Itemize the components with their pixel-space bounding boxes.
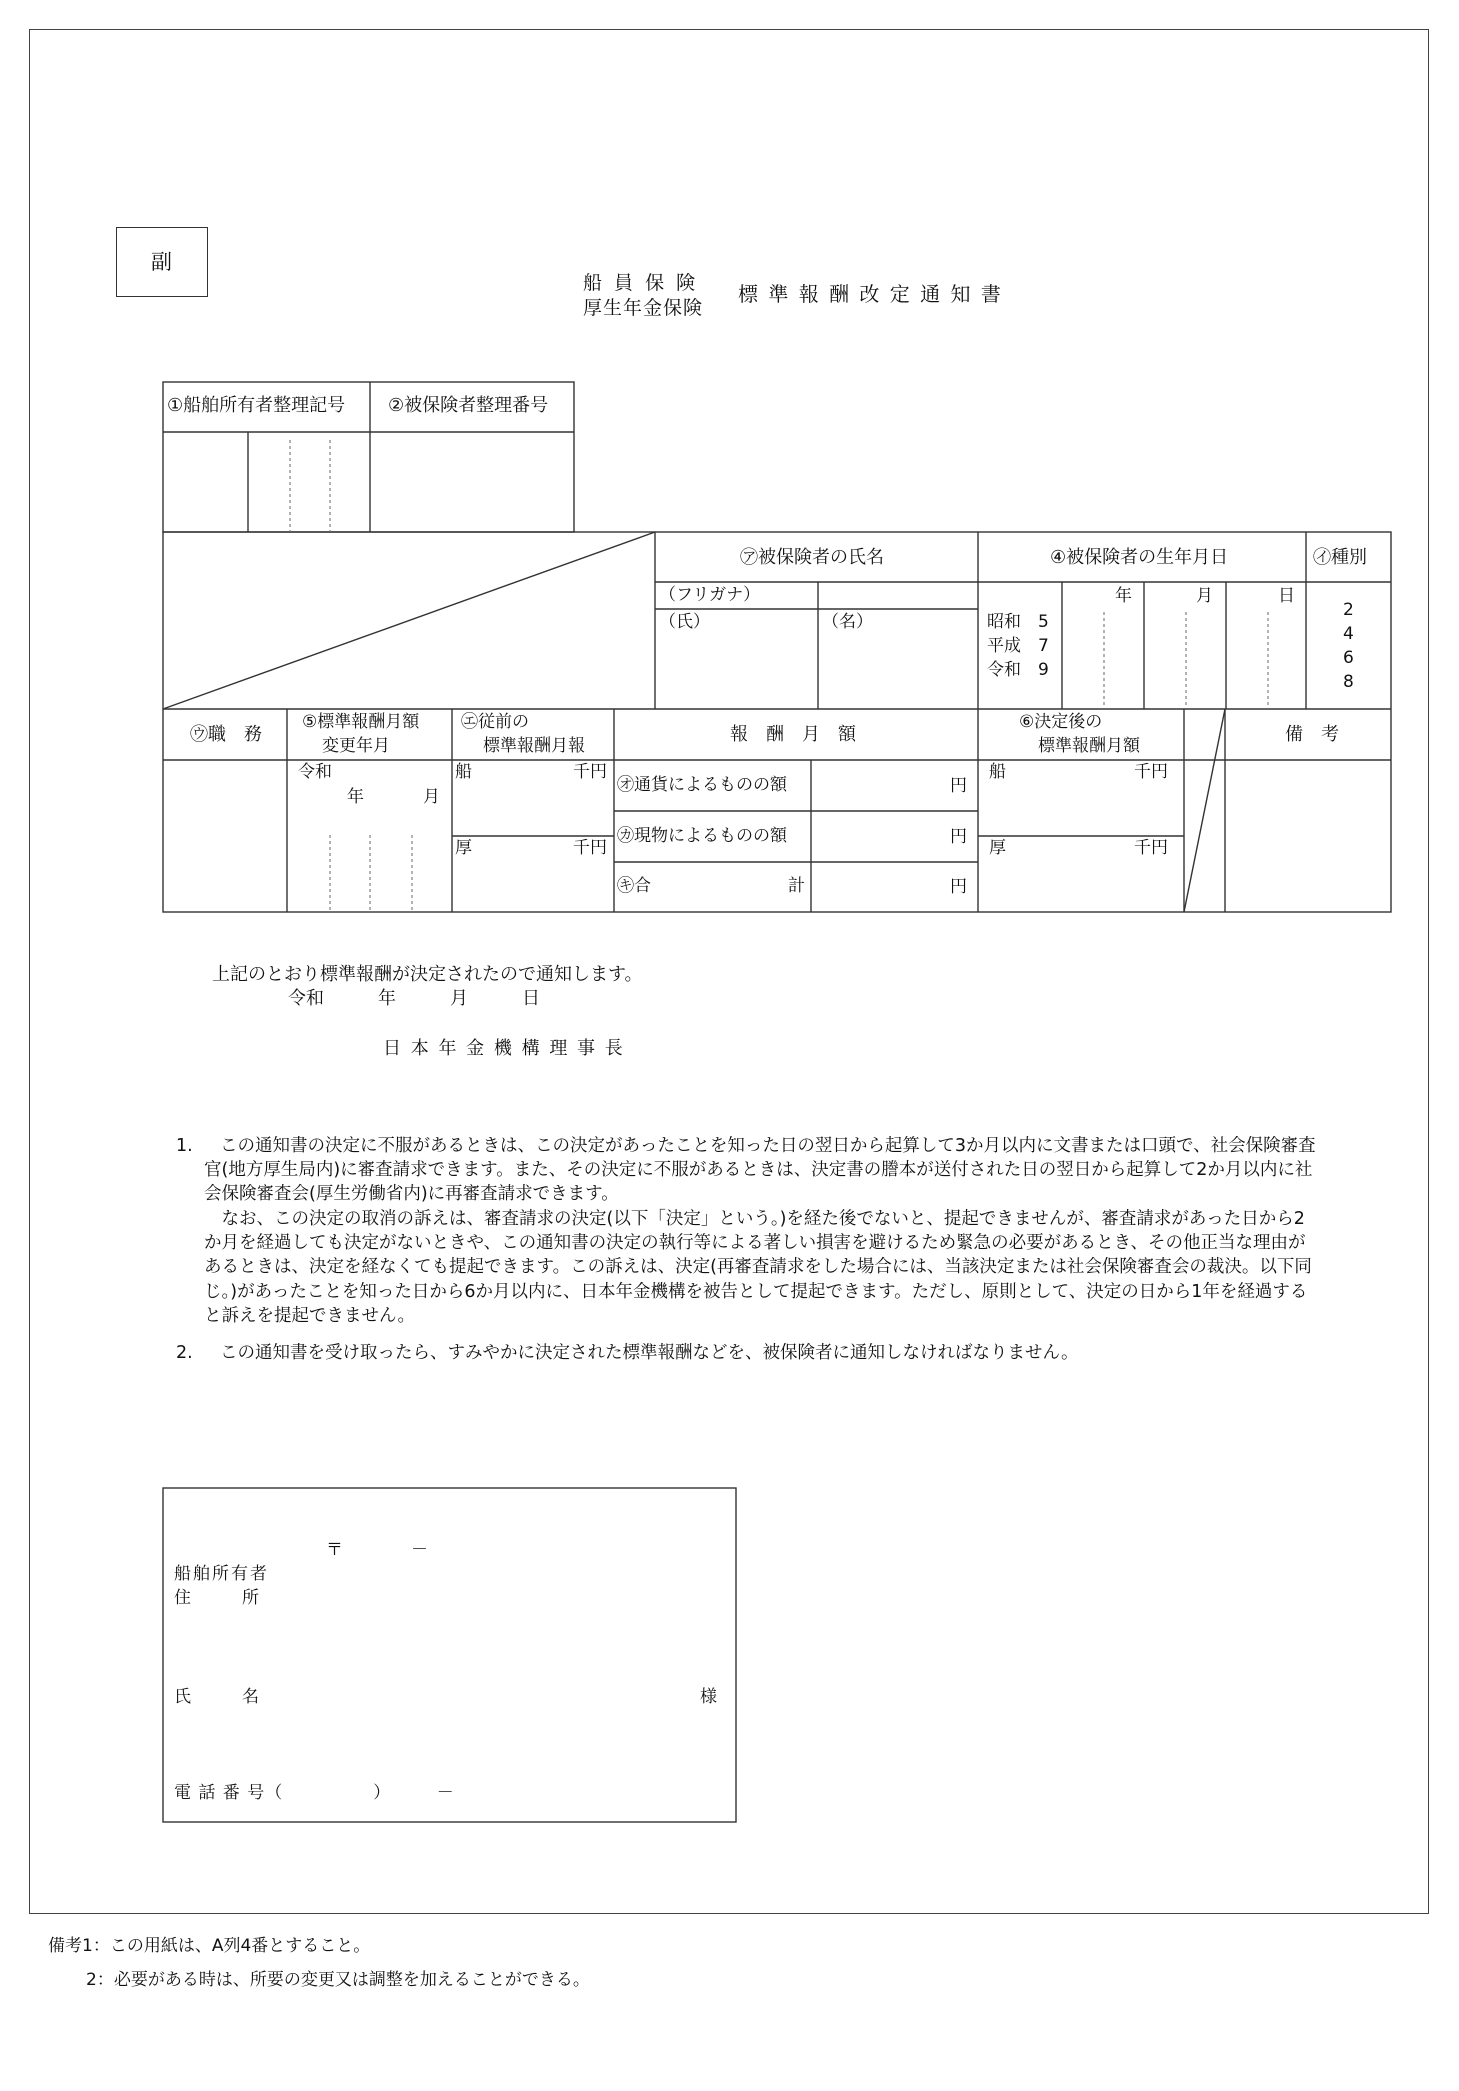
prev-amount-header-1: ㋓従前の: [461, 712, 529, 732]
remarks-header: 備 考: [1285, 724, 1339, 745]
title-line1: 船 員 保 険: [583, 272, 699, 294]
note-1-line: じ。)があったことを知った日から6か月以内に、日本年金機構を被告として提起できます。ただし、原則として、決定の日から1年を経過する: [204, 1282, 1308, 1302]
note-1-line: 官(地方厚生局内)に審査請求できます。また、その決定に不服があるときは、決定書の謄本が送付された日の翌日から起算して2か月以内に社: [204, 1160, 1313, 1180]
after-amount-header-2: 標準報酬月額: [1038, 736, 1140, 756]
phone-label: 電 話 番 号（ ） －: [174, 1783, 455, 1803]
era-code-reiwa: 令和 9: [987, 660, 1049, 680]
prev-kosei-unit: 千円: [573, 838, 607, 858]
pay-amount-header: 報 酬 月 額: [730, 724, 856, 745]
insured-number-header: ②被保険者整理番号: [388, 395, 549, 416]
issuer-name: 日 本 年 金 機 構 理 事 長: [383, 1038, 625, 1059]
note-1-line: か月を経過しても決定がないときや、この通知書の決定の執行等による著しい損害を避けるため緊急の必要があるとき、その他正当な理由が: [204, 1233, 1306, 1253]
type-code-8: 8: [1343, 672, 1354, 692]
currency-pay-label: ㋔通貨によるものの額: [617, 775, 787, 795]
change-era-label: 令和: [298, 762, 332, 782]
birthdate-header: ④被保険者の生年月日: [1050, 547, 1229, 568]
footer-note-1: 備考1：この用紙は、A列4番とすること。: [48, 1936, 371, 1956]
given-name-label: （名）: [822, 612, 873, 632]
prev-kosei-label: 厚: [455, 838, 472, 858]
note-1-line: この通知書の決定に不服があるときは、この決定があったことを知った日の翌日から起算して3か月以内に文書または口頭で、社会保険審査: [220, 1136, 1316, 1156]
change-month-header-2: 変更年月: [322, 736, 390, 756]
in-kind-pay-label: ㋕現物によるものの額: [617, 826, 787, 846]
birth-month-label: 月: [1196, 586, 1213, 606]
currency-pay-unit: 円: [950, 776, 967, 796]
footer-note-2: 2：必要がある時は、所要の変更又は調整を加えることができる。: [86, 1970, 590, 1990]
total-pay-label-2: 計: [788, 876, 805, 896]
prev-ship-label: 船: [455, 762, 472, 782]
note-2-number: 2.: [176, 1343, 193, 1363]
era-code-heisei: 平成 7: [987, 636, 1049, 656]
furigana-label: （フリガナ）: [659, 585, 761, 605]
notice-text: 上記のとおり標準報酬が決定されたので通知します。: [212, 964, 643, 985]
postal-code-label: 〒 －: [326, 1540, 428, 1560]
change-month-label: 月: [423, 787, 440, 807]
type-header: ㋑種別: [1313, 547, 1367, 568]
note-1-number: 1.: [176, 1136, 193, 1156]
after-kosei-label: 厚: [989, 838, 1006, 858]
insured-name-header: ㋐被保険者の氏名: [740, 547, 884, 568]
note-1-line: と訴えを提起できません。: [204, 1306, 416, 1326]
era-code-showa: 昭和 5: [987, 612, 1049, 632]
type-code-2: 2: [1343, 600, 1354, 620]
note-1-line: 会保険審査会(厚生労働省内)に再審査請求できます。: [204, 1184, 619, 1204]
after-ship-label: 船: [989, 762, 1006, 782]
total-pay-unit: 円: [950, 877, 967, 897]
honorific-label: 様: [700, 1687, 717, 1707]
in-kind-pay-unit: 円: [950, 827, 967, 847]
note-2-text: この通知書を受け取ったら、すみやかに決定された標準報酬などを、被保険者に通知しなければなりません。: [220, 1343, 1079, 1363]
surname-label: （氏）: [659, 612, 710, 632]
job-header: ㋒職 務: [190, 724, 262, 745]
birth-year-label: 年: [1115, 586, 1132, 606]
copy-mark: 副: [151, 250, 172, 274]
type-code-4: 4: [1343, 624, 1354, 644]
address-label: 住 所: [174, 1588, 259, 1608]
notice-date: 令和 年 月 日: [288, 988, 540, 1009]
note-1-line: あるときは、決定を経なくても提起できます。この訴えは、決定(再審査請求をした場合には、当該決定または社会保険審査会の裁決。以下同: [204, 1257, 1312, 1277]
note-1-line: なお、この決定の取消の訴えは、審査請求の決定(以下「決定」という。)を経た後でないと、提起できませんが、審査請求があった日から2: [204, 1209, 1305, 1229]
birth-day-label: 日: [1278, 586, 1295, 606]
prev-amount-header-2: 標準報酬月報: [483, 736, 585, 756]
after-amount-header-1: ⑥決定後の: [1019, 712, 1103, 732]
title-line2: 厚生年金保険: [583, 297, 704, 319]
after-ship-unit: 千円: [1134, 762, 1168, 782]
owner-label: 船舶所有者: [174, 1564, 269, 1584]
change-month-header-1: ⑤標準報酬月額: [302, 712, 420, 732]
document-title: 標 準 報 酬 改 定 通 知 書: [738, 282, 1003, 306]
type-code-6: 6: [1343, 648, 1354, 668]
owner-code-header: ①船舶所有者整理記号: [167, 395, 346, 416]
total-pay-label: ㋖合: [617, 876, 651, 896]
name-label: 氏 名: [174, 1687, 259, 1707]
prev-ship-unit: 千円: [573, 762, 607, 782]
change-year-label: 年: [347, 787, 364, 807]
after-kosei-unit: 千円: [1134, 838, 1168, 858]
